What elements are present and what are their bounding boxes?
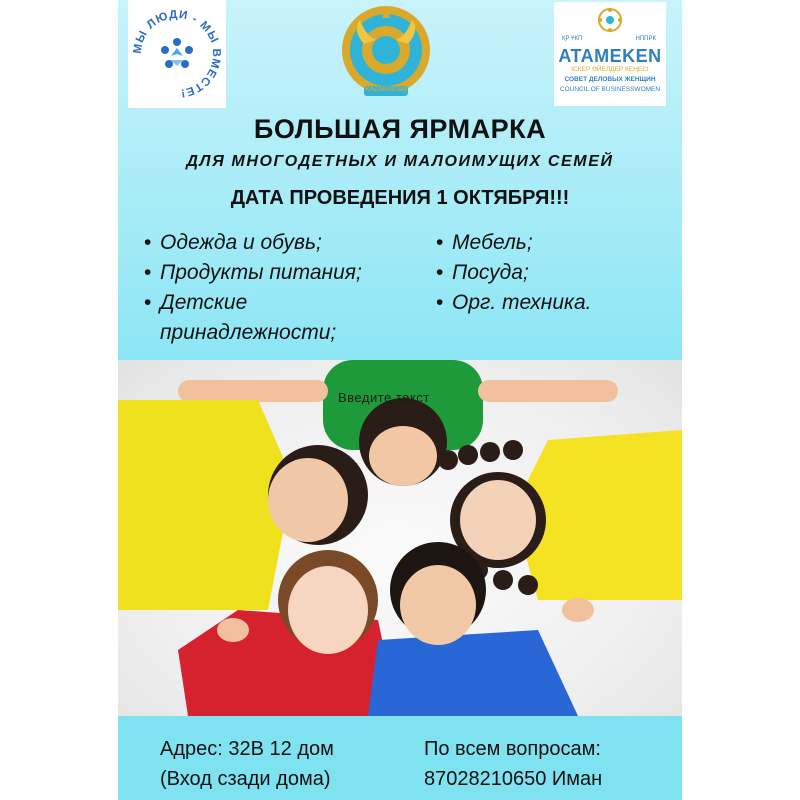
left-logo-text: МЫ ЛЮДИ - МЫ ВМЕСТЕ! xyxy=(131,8,223,99)
atameken-brand: ATAMEKEN xyxy=(558,46,662,66)
list-item: • Посуда; xyxy=(436,258,656,288)
atameken-top-right: НППРК xyxy=(635,36,656,42)
list-item: • Орг. техника. xyxy=(436,288,656,318)
poster xyxy=(118,0,682,800)
emblem-text: KAZAKHSTAN xyxy=(365,87,407,93)
atameken-line-ru: СОВЕТ ДЕЛОВЫХ ЖЕНЩИН xyxy=(564,76,656,83)
atameken-logo xyxy=(554,2,666,106)
children-photo xyxy=(118,360,682,716)
address-line-1: Адрес: 32В 12 дом xyxy=(160,738,334,760)
poster-subtitle: ДЛЯ МНОГОДЕТНЫХ И МАЛОИМУЩИХ СЕМЕЙ xyxy=(186,153,614,170)
list-item: • Одежда и обувь; xyxy=(144,228,414,258)
address-line-2: (Вход сзади дома) xyxy=(160,768,331,790)
kazakhstan-emblem xyxy=(334,0,438,108)
list-item: • Детские принадлежности; xyxy=(144,288,414,348)
goods-list-left xyxy=(144,228,414,348)
footer xyxy=(118,716,682,800)
questions-label: По всем вопросам: xyxy=(424,738,601,760)
atameken-top-left: ҚР ҰКП xyxy=(562,36,583,42)
we-are-together-logo xyxy=(128,0,226,108)
list-item: • Продукты питания; xyxy=(144,258,414,288)
contact-phone: 87028210650 Иман xyxy=(424,768,603,790)
atameken-star-icon xyxy=(594,6,626,34)
atameken-line-en: COUNCIL OF BUSINESSWOMEN xyxy=(559,86,661,93)
atameken-line-kz: ІСКЕР ӘЙЕЛДЕР КЕҢЕСІ xyxy=(571,66,649,73)
people-circle-icon xyxy=(131,4,223,104)
event-date: ДАТА ПРОВЕДЕНИЯ 1 ОКТЯБРЯ!!! xyxy=(230,187,570,209)
goods-list-right xyxy=(436,228,656,318)
poster-title: БОЛЬШАЯ ЯРМАРКА xyxy=(253,114,547,144)
photo-caption: Введите текст xyxy=(338,390,430,405)
children-circle-illustration xyxy=(118,360,682,716)
list-item: • Мебель; xyxy=(436,228,656,258)
